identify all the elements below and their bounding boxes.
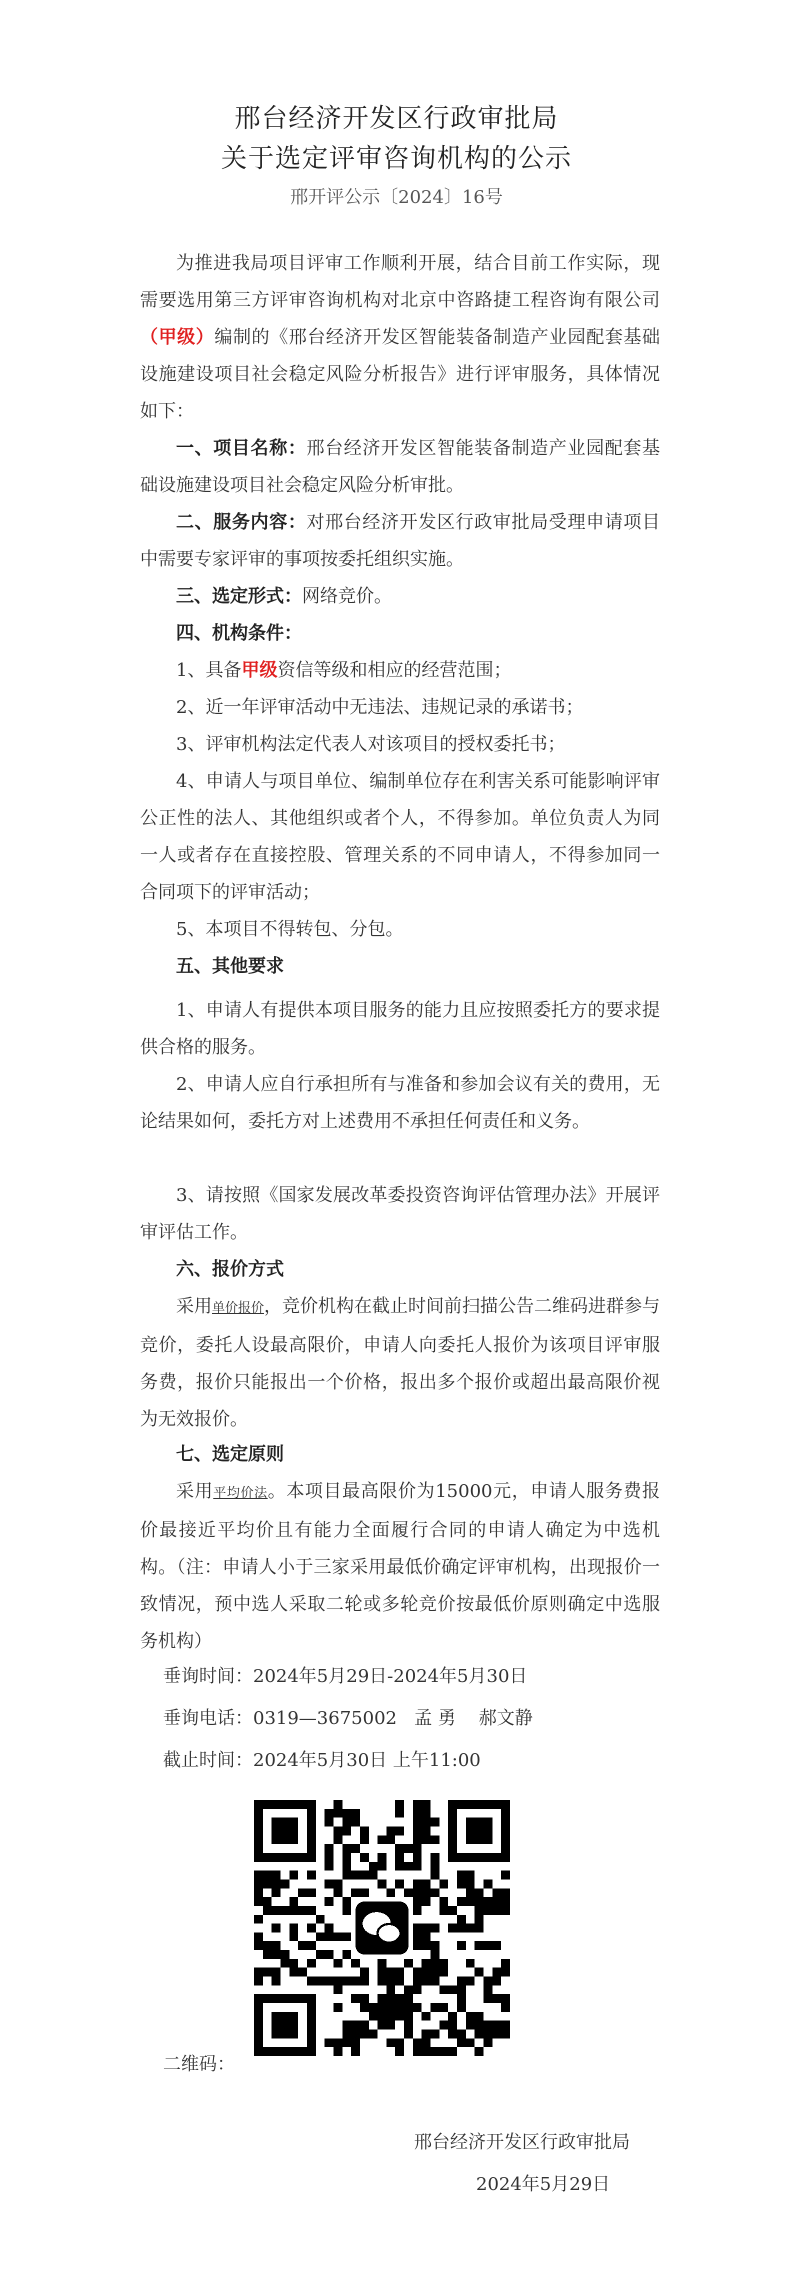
grade-highlight: （甲级） [140, 327, 215, 348]
section-label: 二、服务内容： [176, 512, 307, 533]
section-label: 三、选定形式： [176, 586, 302, 607]
inquiry-phone: 垂询电话：0319—3675002 孟 勇 郝文静 [163, 1708, 533, 1729]
section-conditions-label: 四、机构条件： [176, 623, 302, 644]
document-number: 邢开评公示〔2024〕16号 [290, 187, 503, 208]
section-quotation-label: 六、报价方式 [176, 1259, 284, 1280]
section-quotation: 采用单价报价，竞价机构在截止时间前扫描公告二维码进群参与竞价，委托人设最高限价，申请人向委托人报价为该项目评审服务费，报价只能报出一个价格，报出多个报价或超出最高限价视为无效报价。 [140, 1296, 661, 1430]
qr-code-label: 二维码： [163, 2054, 235, 2075]
wechat-group-qr-code[interactable] [254, 1800, 510, 2056]
condition-item-3: 3、评审机构法定代表人对该项目的授权委托书； [176, 734, 566, 755]
condition-item-4: 4、申请人与项目单位、编制单位存在利害关系可能影响评审公正性的法人、其他组织或者个人，不得参加。单位负责人为同一人或者存在直接控股、管理关系的不同申请人，不得参加同一合同项下的评审活动； [140, 771, 660, 903]
pricing-method: 平均价法 [213, 1486, 268, 1501]
section-service-content: 二、服务内容：对邢台经济开发区行政审批局受理申请项目中需要专家评审的事项按委托组织实施。 [140, 512, 661, 570]
requirement-item-3: 3、请按照《国家发展改革委投资咨询评估管理办法》开展评审评估工作。 [140, 1185, 660, 1243]
condition-item-1: 1、具备甲级资信等级和相应的经营范围； [176, 660, 512, 681]
section-selection-form: 三、选定形式：网络竞价。 [176, 586, 392, 607]
signature-org: 邢台经济开发区行政审批局 [414, 2132, 630, 2153]
requirement-item-1: 1、申请人有提供本项目服务的能力且应按照委托方的要求提供合格的服务。 [140, 1000, 660, 1058]
qr-finder-bottom-left [254, 1994, 316, 2056]
section-label: 一、项目名称： [176, 438, 307, 459]
section-principle-label: 七、选定原则 [176, 1444, 284, 1465]
wechat-icon [351, 1897, 413, 1959]
section-other-requirements-label: 五、其他要求 [176, 956, 284, 977]
title-line-1: 邢台经济开发区行政审批局 [234, 104, 559, 134]
condition-item-5: 5、本项目不得转包、分包。 [176, 919, 404, 940]
qr-finder-top-left [254, 1800, 316, 1862]
title-line-2: 关于选定评审咨询机构的公示 [220, 144, 572, 174]
grade-highlight: 甲级 [241, 660, 278, 681]
intro-paragraph: 为推进我局项目评审工作顺利开展，结合目前工作实际，现需要选用第三方评审咨询机构对北京中咨路捷工程咨询有限公司（甲级）编制的《邢台经济开发区智能装备制造产业园配套基础设施建设项目社会稳定风险分析报告》进行评审服务，具体情况如下： [140, 253, 661, 422]
inquiry-time: 垂询时间：2024年5月29日-2024年5月30日 [163, 1666, 528, 1687]
requirement-item-2: 2、申请人应自行承担所有与准备和参加会议有关的费用，无论结果如何，委托方对上述费用不承担任何责任和义务。 [140, 1074, 660, 1132]
section-project-name: 一、项目名称：邢台经济开发区智能装备制造产业园配套基础设施建设项目社会稳定风险分析审批。 [140, 438, 661, 496]
section-principle: 采用平均价法。本项目最高限价为15000元，申请人服务费报价最接近平均价且有能力全面履行合同的申请人确定为中选机构。（注：申请人小于三家采用最低价确定评审机构，出现报价一致情况，预中选人采取二轮或多轮竞价按最低价原则确定中选服务机构） [140, 1481, 661, 1652]
qr-finder-top-right [448, 1800, 510, 1862]
condition-item-2: 2、近一年评审活动中无违法、违规记录的承诺书； [176, 697, 584, 718]
quotation-method: 单价报价 [212, 1301, 265, 1316]
deadline-time: 截止时间：2024年5月30日 上午11:00 [163, 1750, 481, 1771]
signature-date: 2024年5月29日 [476, 2174, 611, 2195]
